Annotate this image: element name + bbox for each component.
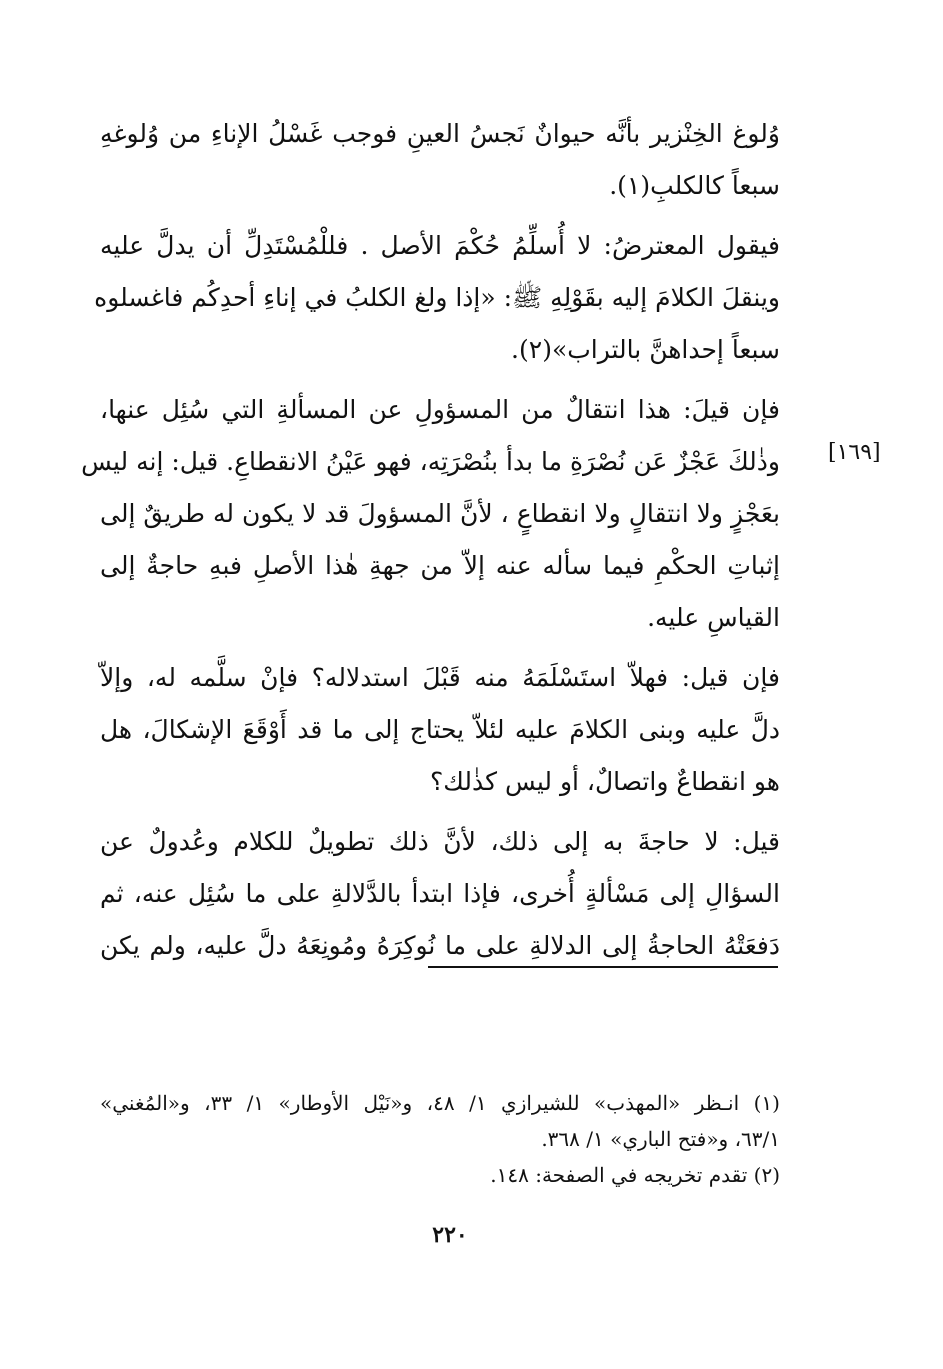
text-line: إثباتِ الحكْمِ فيما سأله عنه إلاّ من جهةِ هٰذا الأصلِ فبهِ حاجةٌ إلى [100, 551, 780, 580]
text-line: فيقول المعترضُ: لا أُسلِّمُ حُكْمَ الأصل . فللْمُسْتَدِلِّ أن يدلَّ عليه [100, 231, 780, 260]
footnote-line: (٢) تقدم تخريجه في الصفحة: ١٤٨. [490, 1163, 780, 1187]
text-line: فإن قيل: فهلاّ استَسْلَمَهُ منه قَبْلَ استدلاله؟ فإنْ سلَّمه له، وإلاّ [100, 663, 780, 692]
footnote-1 [100, 1085, 780, 1157]
margin-page-marker: [١٦٩] [828, 440, 881, 465]
footnote-separator [428, 966, 778, 968]
paragraph-2 [94, 220, 780, 376]
paragraph-5 [100, 816, 780, 972]
page-number: ٢٢٠ [432, 1222, 468, 1248]
text-line: دلَّ عليه وبنى الكلامَ عليه لئلاّ يحتاج إلى ما قد أَوْقَعَ الإشكالَ، هل [100, 715, 780, 744]
text-line: السؤالِ إلى مَسْألةٍ أُخرى، فإذا ابتدأ بالدَّلالةِ على ما سُئِل عنه، ثم [100, 879, 780, 908]
text-line: وُلوغ الخِنْزير بأنَّه حيوانٌ نَجسُ العينِ فوجب غَسْلُ الإناءِ من وُلوغهِ [100, 119, 780, 148]
text-line: دَفعَتْهُ الحاجةُ إلى الدلالةِ على ما نُوكِرَهُ ومُونِعَهُ دلَّ عليه، ولم يكن [100, 931, 780, 960]
text-line: القياسِ عليه. [647, 603, 780, 632]
paragraph-3 [81, 384, 780, 644]
main-text [81, 108, 780, 980]
text-line: بعَجْزٍ ولا انتقالٍ ولا انقطاعٍ ، لأنَّ المسؤولَ قد لا يكون له طريقٌ إلى [100, 499, 780, 528]
footnote-line: ٦٣/١، و«فتح الباري» ١/ ٣٦٨. [541, 1127, 780, 1151]
paragraph-1 [100, 108, 780, 212]
text-line: هو انقطاعٌ واتصالٌ، أو ليس كذٰلك؟ [430, 767, 780, 796]
text-line: وذٰلكَ عَجْزٌ عَن نُصْرَةِ ما بدأ بنُصْرَتِه، فهو عَيْنُ الانقطاعِ. قيل: إنه ليس [81, 447, 780, 476]
footnote-line: (١) انـظر «المهذب» للشيرازي ١/ ٤٨، و«نَيْل الأوطار» ١/ ٣٣، و«المُغني» [100, 1091, 780, 1115]
text-line: فإن قيلَ: هذا انتقالٌ من المسؤولِ عن المسألةِ التي سُئِل عنها، [100, 395, 780, 424]
text-line: وينقلَ الكلامَ إليه بقَوْلِهِ ﷺ: «إذا ولغ الكلبُ في إناءِ أحدِكُم فاغسلوه [94, 283, 780, 312]
footnotes [100, 1085, 780, 1193]
text-line: قيل: لا حاجةَ به إلى ذلك، لأنَّ ذلك تطويلٌ للكلام وعُدولٌ عن [100, 827, 780, 856]
footnote-2 [100, 1157, 780, 1193]
text-line: سبعاً كالكلبِ(١). [609, 171, 780, 200]
paragraph-4 [100, 652, 780, 808]
text-line: سبعاً إحداهنَّ بالتراب»(٢). [511, 335, 780, 364]
